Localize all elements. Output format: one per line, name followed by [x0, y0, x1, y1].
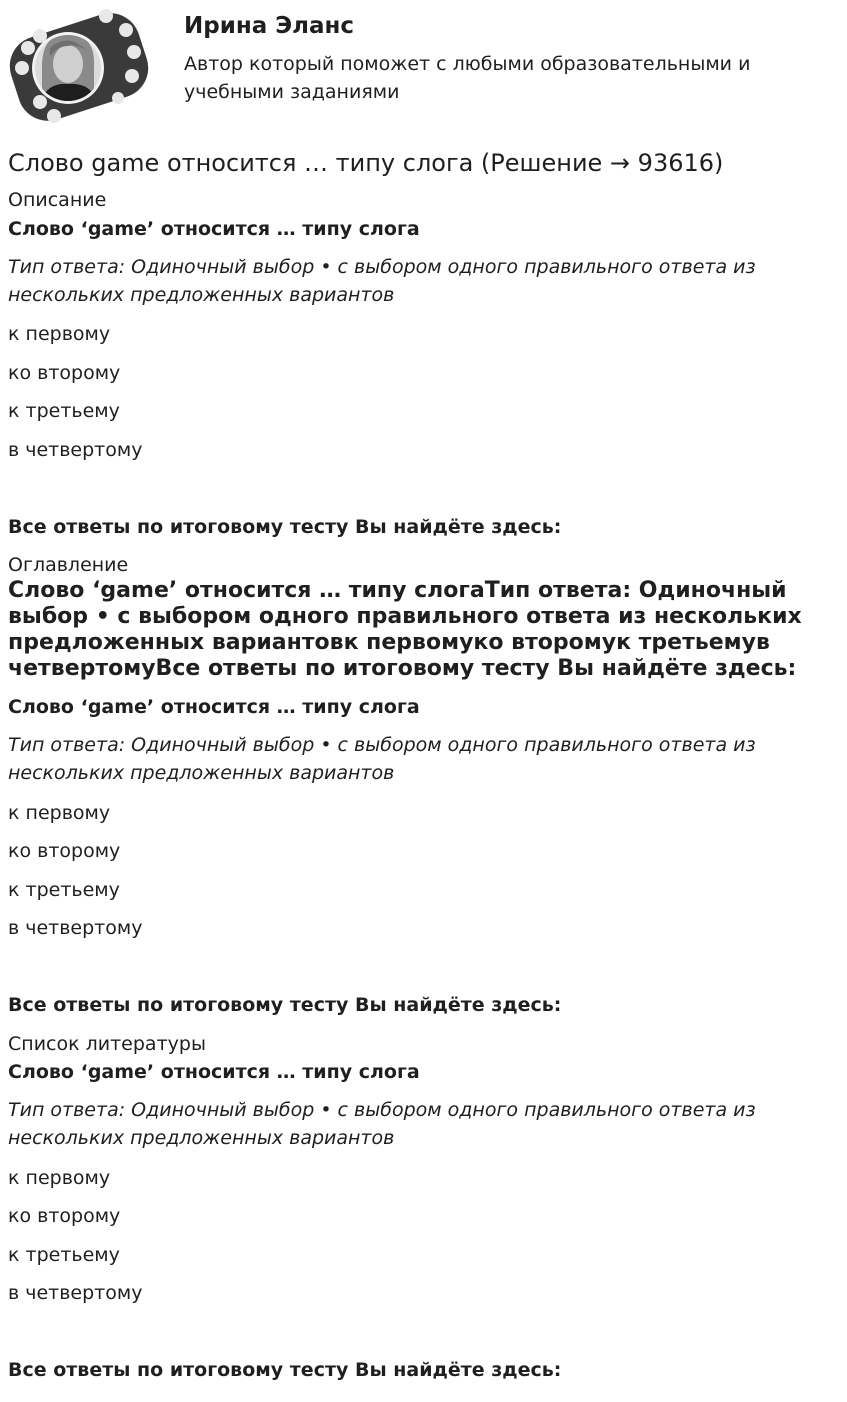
author-description: Автор который поможет с любыми образовательными и учебными заданиями: [184, 53, 751, 103]
option-3: к третьему: [8, 879, 120, 901]
option-4: в четвертому: [8, 439, 143, 461]
option-2: ко второму: [8, 840, 121, 862]
toc-label: Оглавление: [8, 554, 129, 576]
option-1: к первому: [8, 802, 111, 824]
author-block: [0, 0, 847, 130]
answer-type: Тип ответа: Одиночный выбор • с выбором одного правильного ответа из нескольких предложенных вариантов: [8, 1099, 756, 1149]
option-4: в четвертому: [8, 917, 143, 939]
question-text: Слово ‘game’ относится … типу слога: [8, 1061, 420, 1083]
bibliography-label: Список литературы: [8, 1033, 206, 1055]
answer-type: Тип ответа: Одиночный выбор • с выбором одного правильного ответа из нескольких предложенных вариантов: [8, 256, 756, 306]
page-title: Слово game относится … типу слога (Решение → 93616): [8, 149, 724, 177]
all-answers-link-text: Все ответы по итоговому тесту Вы найдёте здесь:: [8, 994, 562, 1016]
option-1: к первому: [8, 323, 111, 345]
option-3: к третьему: [8, 400, 120, 422]
author-avatar: [6, 6, 152, 128]
option-2: ко второму: [8, 362, 121, 384]
question-text: Слово ‘game’ относится … типу слога: [8, 218, 420, 240]
toc-heading: Слово ‘game’ относится … типу слогаТип ответа: Одиночный выбор • с выбором одного правильного ответа из нескольких предложенных вариантовк первомуко второмук третьемув четвертомуВсе ответы по итоговому тесту Вы найдёте здесь:: [8, 578, 802, 681]
option-3: к третьему: [8, 1244, 120, 1266]
all-answers-link-text: Все ответы по итоговому тесту Вы найдёте здесь:: [8, 1359, 562, 1381]
answer-type: Тип ответа: Одиночный выбор • с выбором одного правильного ответа из нескольких предложенных вариантов: [8, 734, 756, 784]
question-text: Слово ‘game’ относится … типу слога: [8, 696, 420, 718]
description-label: Описание: [8, 189, 107, 211]
option-1: к первому: [8, 1167, 111, 1189]
author-name: Ирина Эланс: [184, 13, 355, 39]
option-2: ко второму: [8, 1205, 121, 1227]
all-answers-link-text: Все ответы по итоговому тесту Вы найдёте здесь:: [8, 516, 562, 538]
option-4: в четвертому: [8, 1282, 143, 1304]
